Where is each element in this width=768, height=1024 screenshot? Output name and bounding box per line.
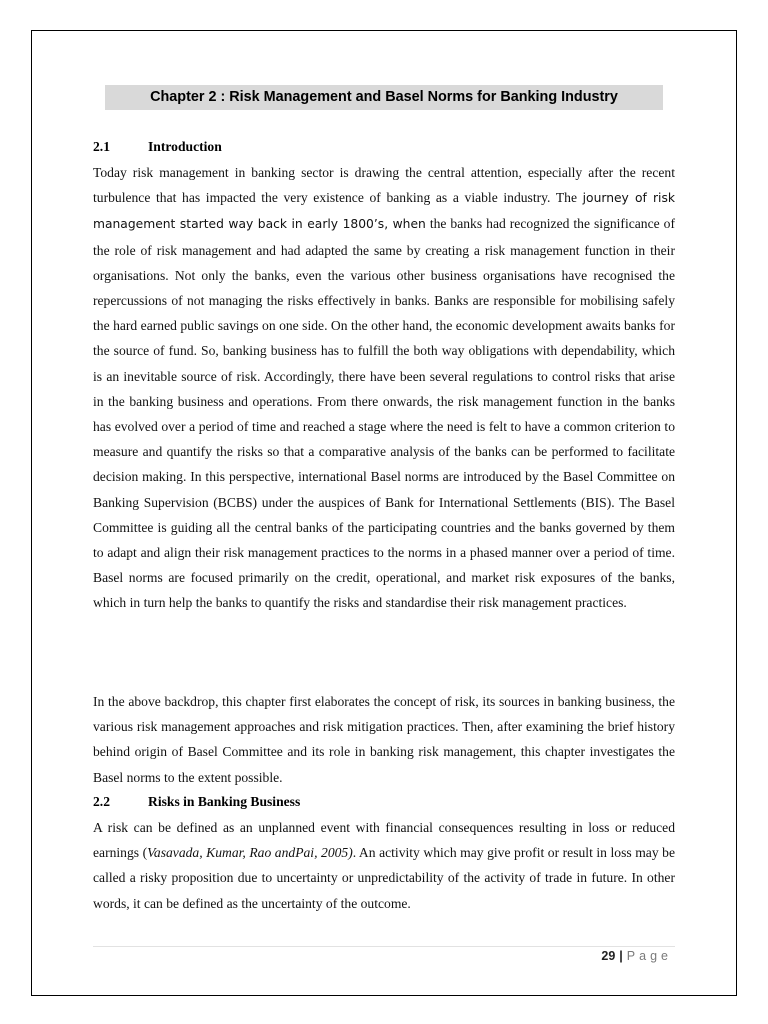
page-number: 29 [601, 949, 616, 963]
citation: Vasavada, Kumar, Rao andPai, 2005) [147, 845, 353, 861]
section-heading-introduction [93, 139, 222, 155]
intro-paragraph-1 [93, 160, 675, 616]
risks-text-a: A risk can be defined as an unplanned event with financial consequences resulting in loss or reduced earnings ( [93, 820, 675, 861]
footer-separator: | [619, 949, 623, 963]
risks-text-b: . An activity which may give profit or result in loss may be called a risky proposition due to uncertainty or unpredictability of the activity of trade in future. In other words, it can be defined as the uncertainty of the outcome. [93, 845, 675, 911]
footer-divider [93, 946, 675, 947]
section-title: Risks in Banking Business [148, 794, 301, 809]
risks-paragraph-1 [93, 815, 675, 916]
page-label: Page [626, 949, 672, 963]
intro-text-handwritten: journey of risk management started way back in early 1800’s, when [93, 191, 675, 232]
section-heading-risks [93, 794, 300, 810]
intro-text-a: Today risk management in banking sector is drawing the central attention, especially after the recent turbulence that has impacted the very existence of banking as a viable industry. The [93, 165, 675, 206]
chapter-title: Chapter 2 : Risk Management and Basel Norms for Banking Industry [105, 85, 663, 110]
intro-paragraph-2: In the above backdrop, this chapter first elaborates the concept of risk, its sources in banking business, the various risk management approaches and risk mitigation practices. Then, after examining the brief history behind origin of Basel Committee and its role in banking risk management, this chapter investigates the Basel norms to the extent possible. [93, 694, 675, 785]
section-title: Introduction [148, 139, 222, 154]
section-number: 2.2 [93, 794, 110, 809]
page-footer [601, 949, 672, 963]
section-number: 2.1 [93, 139, 110, 154]
intro-text-b: the banks had recognized the significance of the role of risk management and had adapted the same by creating a risk management function in their organisations. Not only the banks, even the various other business organisations have recognised the repercussions of not managing the risks effectively in banks. Banks are responsible for mobilising safely the hard earned public savings on one side. On the other hand, the economic development awaits banks for the source of fund. So, banking business has to fulfill the both way obligations with dependability, which is an inevitable source of risk. Accordingly, there have been several regulations to control risks that arise in the banking business and operations. From there onwards, the risk management function in the banks has evolved over a period of time and reached a stage where the need is felt to have a common criterion to measure and quantify the risks so that a comparative analysis of the banks can be performed to facilitate decision making. In this perspective, international Basel norms are introduced by the Basel Committee on Banking Supervision (BCBS) under the auspices of Bank for International Settlements (BIS). The Basel Committee is guiding all the central banks of the participating countries and the banks governed by them to adapt and align their risk management practices to the norms in a phased manner over a period of time. Basel norms are focused primarily on the credit, operational, and market risk exposures of the banks, which in turn help the banks to quantify the risks and standardise their risk management practices. [93, 216, 675, 611]
